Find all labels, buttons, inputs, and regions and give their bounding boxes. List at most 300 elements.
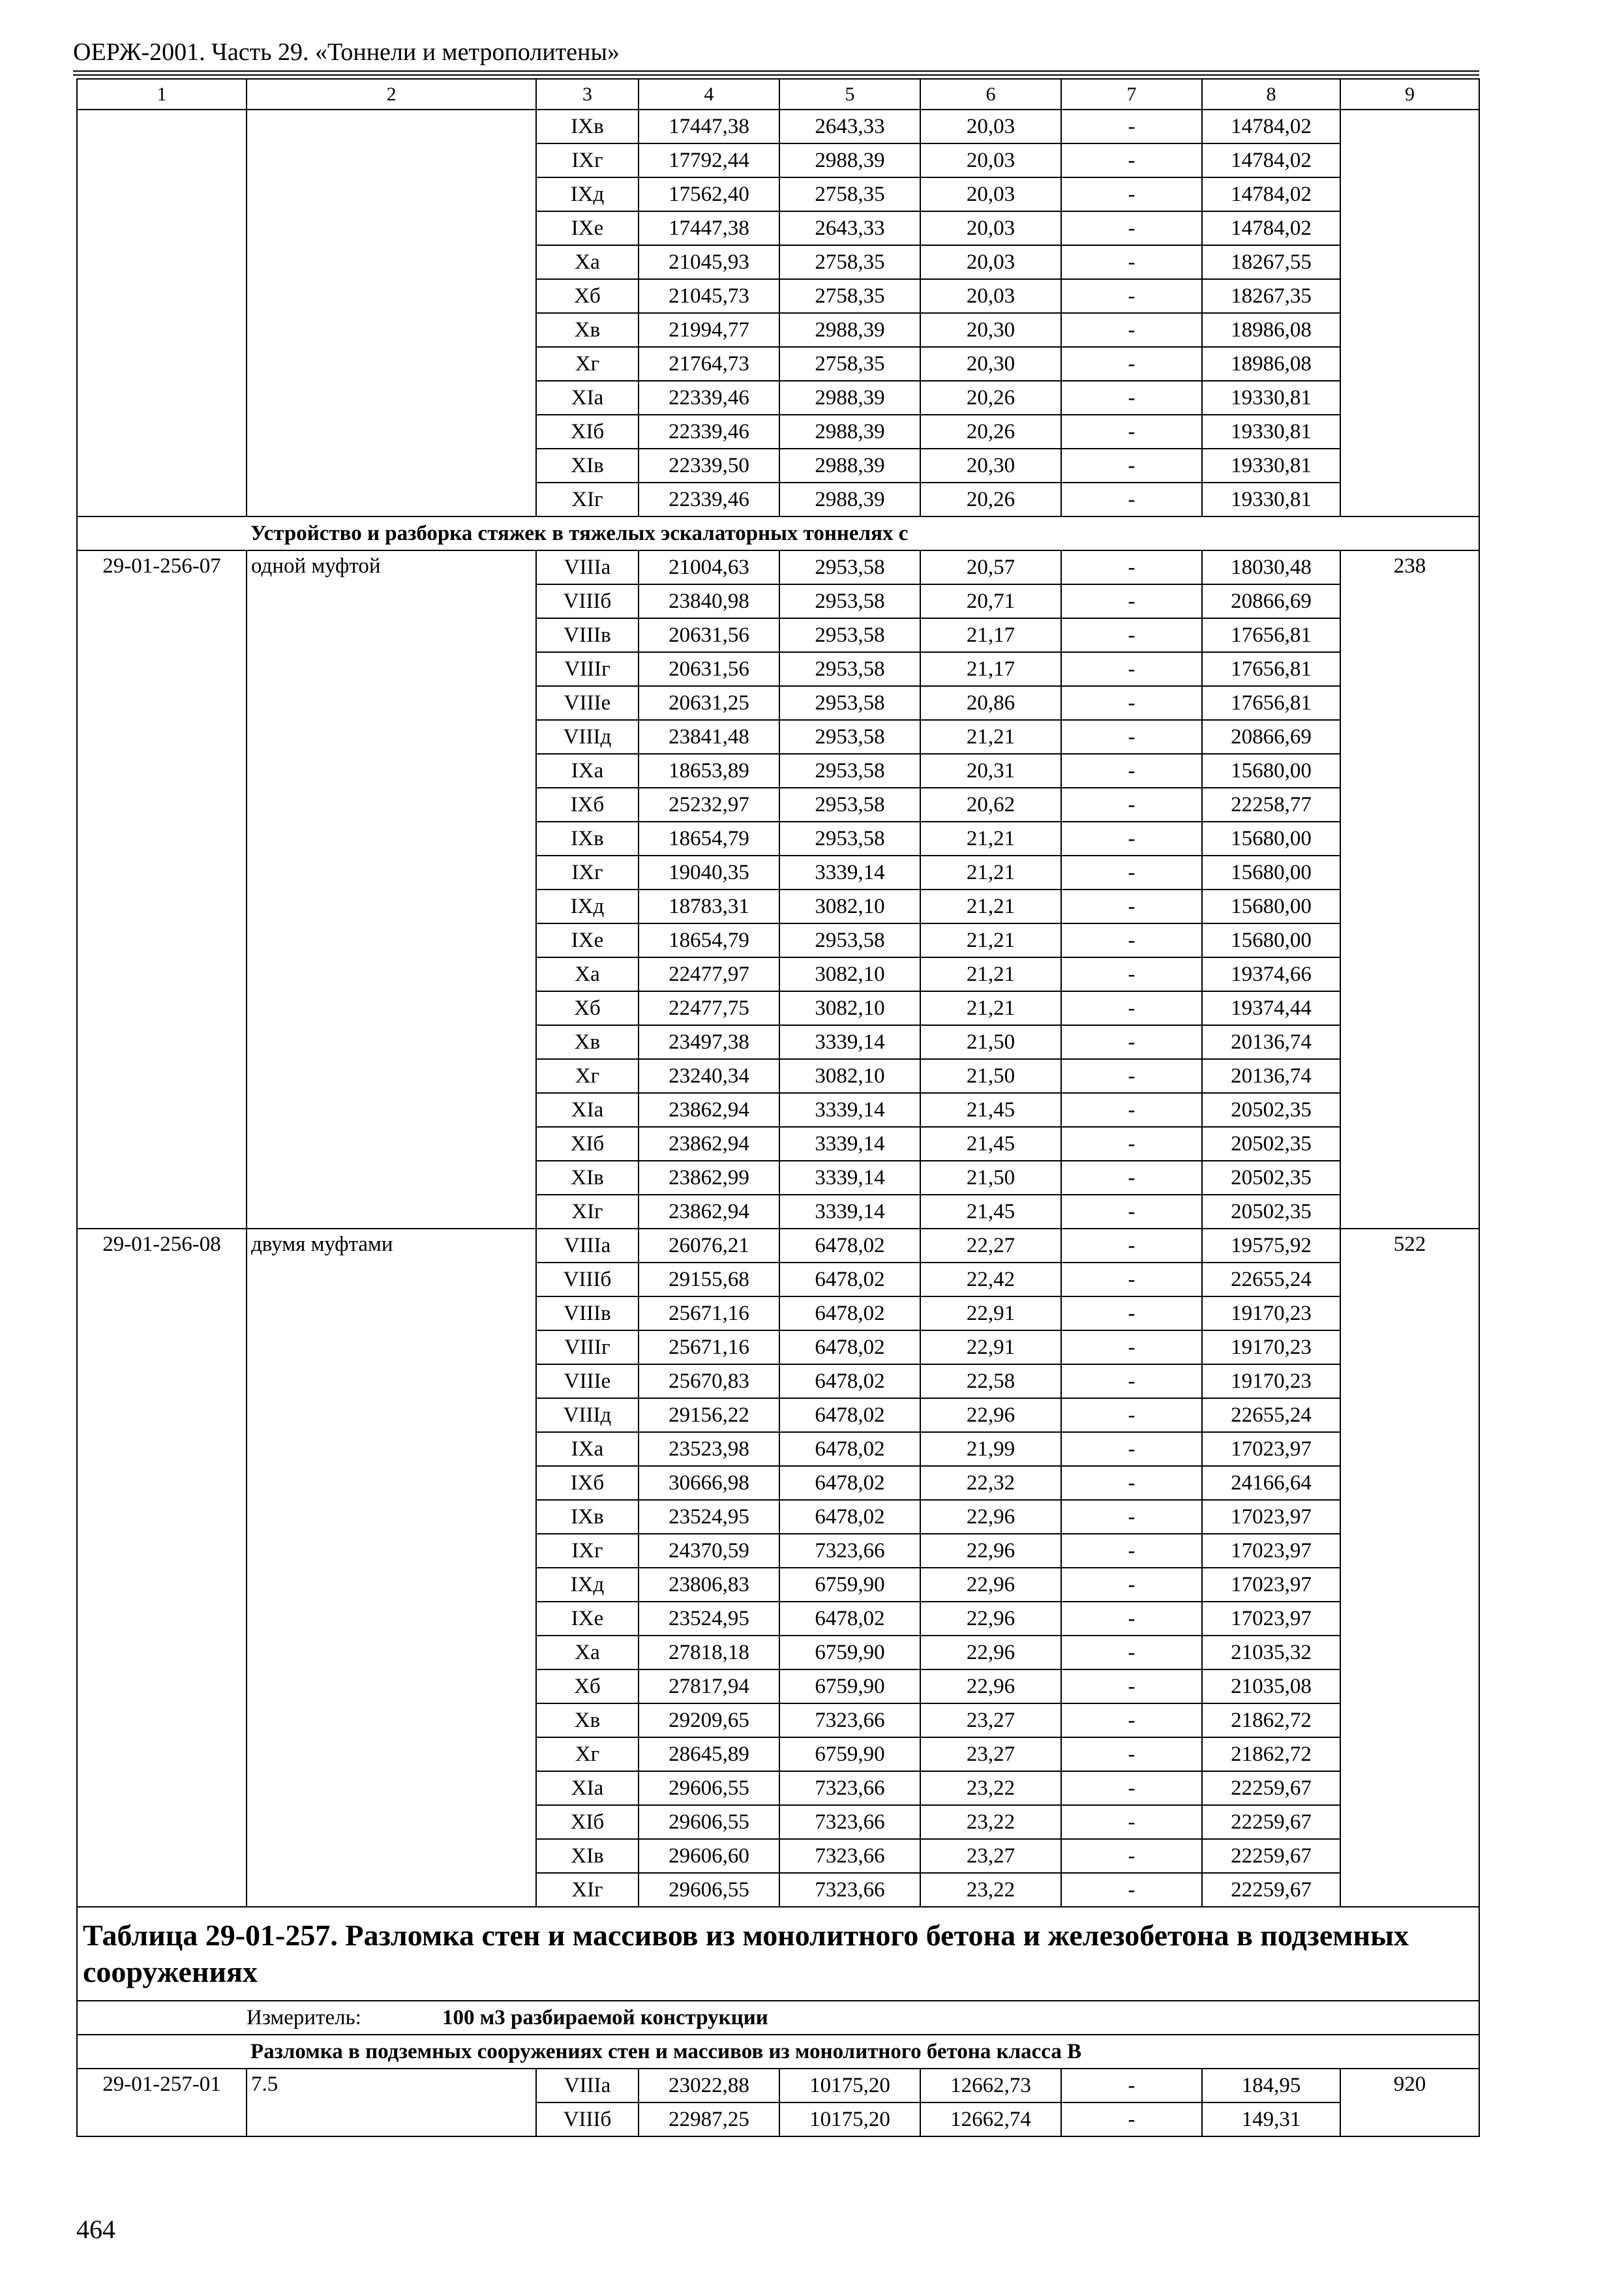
value-cell: 15680,00 (1202, 923, 1340, 957)
value-cell: - (1061, 347, 1202, 381)
value-cell: 6478,02 (779, 1229, 920, 1263)
soil-group: IXг (536, 1534, 639, 1568)
soil-group: IXа (536, 754, 639, 788)
value-cell: - (1061, 483, 1202, 516)
value-cell: - (1061, 1296, 1202, 1330)
value-cell: - (1061, 1466, 1202, 1500)
soil-group: VIIIе (536, 686, 639, 720)
table-title: Таблица 29-01-257. Разломка стен и массивов из монолитного бетона и железобетона в подземных сооружениях (77, 1907, 1479, 2001)
value-cell: 21,21 (920, 856, 1061, 890)
value-cell: 7323,66 (779, 1703, 920, 1737)
column-number: 9 (1340, 79, 1479, 110)
value-cell: 7323,66 (779, 1805, 920, 1839)
value-cell: - (1061, 550, 1202, 584)
section-row (77, 2035, 1479, 2069)
value-cell: 19330,81 (1202, 415, 1340, 449)
soil-group: IXе (536, 211, 639, 245)
value-cell: 23523,98 (639, 1432, 779, 1466)
work-name (247, 110, 536, 516)
column-number: 4 (639, 79, 779, 110)
value-cell: 2953,58 (779, 788, 920, 822)
value-cell: 21,17 (920, 652, 1061, 686)
value-cell: 19170,23 (1202, 1296, 1340, 1330)
soil-group: VIIIд (536, 1398, 639, 1432)
value-cell: 10175,20 (779, 2102, 920, 2136)
header-rule-secondary (73, 74, 1479, 76)
value-cell: 3339,14 (779, 1195, 920, 1229)
value-cell: - (1061, 1161, 1202, 1195)
value-cell: 6478,02 (779, 1263, 920, 1296)
work-name: двумя муфтами (247, 1229, 536, 1907)
value-cell: 17792,44 (639, 143, 779, 177)
value-cell: 6478,02 (779, 1364, 920, 1398)
value-cell: 20,30 (920, 313, 1061, 347)
value-cell: 10175,20 (779, 2069, 920, 2102)
value-cell: 21045,93 (639, 245, 779, 279)
value-cell: - (1061, 890, 1202, 923)
value-cell: 23,27 (920, 1839, 1061, 1873)
value-cell: 19330,81 (1202, 449, 1340, 483)
value-cell: 2988,39 (779, 381, 920, 415)
soil-group: VIIIб (536, 584, 639, 618)
value-cell: 29155,68 (639, 1263, 779, 1296)
soil-group: VIIIб (536, 2102, 639, 2136)
soil-group: XIа (536, 1093, 639, 1127)
value-cell: 7323,66 (779, 1771, 920, 1805)
value-cell: - (1061, 1737, 1202, 1771)
rate-col9: 522 (1340, 1229, 1479, 1907)
value-cell: 29606,55 (639, 1805, 779, 1839)
value-cell: 17023,97 (1202, 1534, 1340, 1568)
header-rule (73, 70, 1479, 72)
value-cell: 20,03 (920, 110, 1061, 143)
table-title-row (77, 1907, 1479, 2001)
value-cell: 3082,10 (779, 957, 920, 991)
value-cell: 20,26 (920, 483, 1061, 516)
value-cell: - (1061, 143, 1202, 177)
value-cell: 2953,58 (779, 923, 920, 957)
value-cell: 2953,58 (779, 550, 920, 584)
value-cell: 17656,81 (1202, 686, 1340, 720)
value-cell: 22,96 (920, 1568, 1061, 1602)
value-cell: - (1061, 2069, 1202, 2102)
soil-group: XIб (536, 1127, 639, 1161)
page-number: 464 (76, 2215, 115, 2244)
value-cell: 20,57 (920, 550, 1061, 584)
value-cell: 22339,50 (639, 449, 779, 483)
value-cell: 21,17 (920, 618, 1061, 652)
value-cell: 22655,24 (1202, 1263, 1340, 1296)
value-cell: 20502,35 (1202, 1161, 1340, 1195)
value-cell: - (1061, 856, 1202, 890)
value-cell: - (1061, 720, 1202, 754)
value-cell: 20502,35 (1202, 1093, 1340, 1127)
value-cell: 29606,55 (639, 1771, 779, 1805)
soil-group: XIг (536, 483, 639, 516)
value-cell: 30666,98 (639, 1466, 779, 1500)
column-number: 2 (247, 79, 536, 110)
value-cell: 22,27 (920, 1229, 1061, 1263)
value-cell: 20,26 (920, 381, 1061, 415)
value-cell: 21764,73 (639, 347, 779, 381)
value-cell: 23862,94 (639, 1093, 779, 1127)
value-cell: 14784,02 (1202, 177, 1340, 211)
value-cell: 17023,97 (1202, 1602, 1340, 1636)
soil-group: VIIIв (536, 618, 639, 652)
soil-group: XIб (536, 415, 639, 449)
soil-group: VIIIв (536, 1296, 639, 1330)
value-cell: 17656,81 (1202, 652, 1340, 686)
soil-group: IXд (536, 1568, 639, 1602)
value-cell: 2953,58 (779, 686, 920, 720)
value-cell: 18653,89 (639, 754, 779, 788)
value-cell: - (1061, 584, 1202, 618)
value-cell: 21,50 (920, 1161, 1061, 1195)
value-cell: 20502,35 (1202, 1127, 1340, 1161)
value-cell: - (1061, 415, 1202, 449)
value-cell: 20,30 (920, 449, 1061, 483)
soil-group: IXб (536, 1466, 639, 1500)
soil-group: Xа (536, 245, 639, 279)
soil-group: IXд (536, 890, 639, 923)
value-cell: 18654,79 (639, 923, 779, 957)
column-number: 1 (77, 79, 247, 110)
value-cell: 29156,22 (639, 1398, 779, 1432)
value-cell: 12662,74 (920, 2102, 1061, 2136)
value-cell: 23841,48 (639, 720, 779, 754)
value-cell: 21045,73 (639, 279, 779, 313)
value-cell: 2953,58 (779, 754, 920, 788)
value-cell: 23840,98 (639, 584, 779, 618)
value-cell: 22477,75 (639, 991, 779, 1025)
value-cell: 18267,55 (1202, 245, 1340, 279)
value-cell: 21035,32 (1202, 1636, 1340, 1669)
value-cell: - (1061, 1093, 1202, 1127)
running-header: ОЕРЖ-2001. Часть 29. «Тоннели и метрополитены» (73, 38, 620, 66)
value-cell: 23862,94 (639, 1127, 779, 1161)
value-cell: 24166,64 (1202, 1466, 1340, 1500)
value-cell: 21,21 (920, 822, 1061, 856)
value-cell: - (1061, 1839, 1202, 1873)
column-number: 7 (1061, 79, 1202, 110)
value-cell: 18986,08 (1202, 347, 1340, 381)
value-cell: 20,31 (920, 754, 1061, 788)
soil-group: VIIIд (536, 720, 639, 754)
value-cell: 17023,97 (1202, 1432, 1340, 1466)
value-cell: 21,21 (920, 991, 1061, 1025)
value-cell: 23862,94 (639, 1195, 779, 1229)
value-cell: 18030,48 (1202, 550, 1340, 584)
value-cell: 20502,35 (1202, 1195, 1340, 1229)
value-cell: 2953,58 (779, 652, 920, 686)
soil-group: Xв (536, 313, 639, 347)
value-cell: 2988,39 (779, 143, 920, 177)
soil-group: XIг (536, 1873, 639, 1907)
value-cell: - (1061, 957, 1202, 991)
value-cell: 29606,55 (639, 1873, 779, 1907)
rate-col9 (1340, 110, 1479, 516)
value-cell: 22,91 (920, 1296, 1061, 1330)
value-cell: 17562,40 (639, 177, 779, 211)
value-cell: 2953,58 (779, 584, 920, 618)
value-cell: 3339,14 (779, 856, 920, 890)
value-cell: 20631,56 (639, 652, 779, 686)
value-cell: 23,27 (920, 1737, 1061, 1771)
value-cell: 20,03 (920, 279, 1061, 313)
value-cell: 21035,08 (1202, 1669, 1340, 1703)
value-cell: - (1061, 381, 1202, 415)
value-cell: - (1061, 211, 1202, 245)
value-cell: 20136,74 (1202, 1059, 1340, 1093)
section-spacer (77, 2035, 247, 2069)
value-cell: 21,45 (920, 1093, 1061, 1127)
soil-group: Xв (536, 1025, 639, 1059)
value-cell: 20631,56 (639, 618, 779, 652)
value-cell: 21,45 (920, 1195, 1061, 1229)
value-cell: 27818,18 (639, 1636, 779, 1669)
value-cell: - (1061, 2102, 1202, 2136)
value-cell: 22477,97 (639, 957, 779, 991)
value-cell: 7323,66 (779, 1534, 920, 1568)
value-cell: 3339,14 (779, 1127, 920, 1161)
value-cell: 2988,39 (779, 449, 920, 483)
value-cell: 20,03 (920, 143, 1061, 177)
value-cell: 22339,46 (639, 381, 779, 415)
value-cell: 22655,24 (1202, 1398, 1340, 1432)
rate-code: 29-01-257-01 (77, 2069, 247, 2136)
value-cell: - (1061, 1127, 1202, 1161)
value-cell: 21,50 (920, 1025, 1061, 1059)
value-cell: 3339,14 (779, 1025, 920, 1059)
value-cell: 6478,02 (779, 1466, 920, 1500)
value-cell: - (1061, 822, 1202, 856)
value-cell: 2953,58 (779, 822, 920, 856)
soil-group: Xг (536, 347, 639, 381)
table-row (77, 110, 1479, 143)
value-cell: - (1061, 1330, 1202, 1364)
value-cell: - (1061, 991, 1202, 1025)
value-cell: 3339,14 (779, 1161, 920, 1195)
value-cell: 21,50 (920, 1059, 1061, 1093)
value-cell: 23524,95 (639, 1602, 779, 1636)
value-cell: 17447,38 (639, 211, 779, 245)
value-cell: 23862,99 (639, 1161, 779, 1195)
column-number-row (77, 79, 1479, 110)
value-cell: 29606,60 (639, 1839, 779, 1873)
soil-group: Xв (536, 1703, 639, 1737)
value-cell: 25232,97 (639, 788, 779, 822)
rate-code (77, 110, 247, 516)
value-cell: 21862,72 (1202, 1737, 1340, 1771)
value-cell: 20866,69 (1202, 584, 1340, 618)
rate-col9: 920 (1340, 2069, 1479, 2136)
value-cell: 2643,33 (779, 110, 920, 143)
soil-group: VIIIг (536, 652, 639, 686)
soil-group: XIа (536, 1771, 639, 1805)
value-cell: 22259,67 (1202, 1771, 1340, 1805)
column-number: 3 (536, 79, 639, 110)
soil-group: IXд (536, 177, 639, 211)
soil-group: XIа (536, 381, 639, 415)
work-name: 7.5 (247, 2069, 536, 2136)
value-cell: 20,30 (920, 347, 1061, 381)
section-heading: Разломка в подземных сооружениях стен и массивов из монолитного бетона класса В (247, 2035, 1479, 2069)
value-cell: 17447,38 (639, 110, 779, 143)
value-cell: - (1061, 618, 1202, 652)
value-cell: - (1061, 1500, 1202, 1534)
value-cell: 2758,35 (779, 347, 920, 381)
value-cell: 22,96 (920, 1602, 1061, 1636)
value-cell: - (1061, 110, 1202, 143)
work-name: одной муфтой (247, 550, 536, 1229)
value-cell: 2953,58 (779, 618, 920, 652)
value-cell: 25671,16 (639, 1330, 779, 1364)
soil-group: XIг (536, 1195, 639, 1229)
value-cell: 21862,72 (1202, 1703, 1340, 1737)
soil-group: VIIIб (536, 1263, 639, 1296)
value-cell: 20,62 (920, 788, 1061, 822)
value-cell: - (1061, 313, 1202, 347)
value-cell: 6478,02 (779, 1432, 920, 1466)
value-cell: 22,96 (920, 1398, 1061, 1432)
value-cell: 17656,81 (1202, 618, 1340, 652)
value-cell: 20,03 (920, 245, 1061, 279)
value-cell: 21,99 (920, 1432, 1061, 1466)
value-cell: - (1061, 686, 1202, 720)
value-cell: - (1061, 1805, 1202, 1839)
soil-group: Xа (536, 1636, 639, 1669)
value-cell: 22,42 (920, 1263, 1061, 1296)
rate-code: 29-01-256-08 (77, 1229, 247, 1907)
value-cell: 2758,35 (779, 279, 920, 313)
value-cell: 25671,16 (639, 1296, 779, 1330)
unit-label: Измеритель: (247, 2006, 361, 2029)
value-cell: 29209,65 (639, 1703, 779, 1737)
value-cell: - (1061, 1568, 1202, 1602)
value-cell: 6478,02 (779, 1330, 920, 1364)
value-cell: 22,58 (920, 1364, 1061, 1398)
value-cell: - (1061, 449, 1202, 483)
value-cell: 28645,89 (639, 1737, 779, 1771)
value-cell: 7323,66 (779, 1839, 920, 1873)
value-cell: 21,21 (920, 923, 1061, 957)
value-cell: 17023,97 (1202, 1500, 1340, 1534)
rates-table (76, 78, 1480, 2137)
value-cell: - (1061, 1432, 1202, 1466)
table-row (77, 2069, 1479, 2102)
value-cell: 22,96 (920, 1636, 1061, 1669)
value-cell: 20,03 (920, 211, 1061, 245)
soil-group: IXа (536, 1432, 639, 1466)
rate-code: 29-01-256-07 (77, 550, 247, 1229)
value-cell: 18986,08 (1202, 313, 1340, 347)
value-cell: 18267,35 (1202, 279, 1340, 313)
value-cell: 184,95 (1202, 2069, 1340, 2102)
value-cell: 3082,10 (779, 890, 920, 923)
value-cell: 21,21 (920, 890, 1061, 923)
soil-group: VIIIа (536, 2069, 639, 2102)
soil-group: IXг (536, 143, 639, 177)
value-cell: 149,31 (1202, 2102, 1340, 2136)
value-cell: 6759,90 (779, 1669, 920, 1703)
soil-group: IXв (536, 822, 639, 856)
value-cell: 6478,02 (779, 1398, 920, 1432)
value-cell: 6478,02 (779, 1602, 920, 1636)
soil-group: IXб (536, 788, 639, 822)
value-cell: 23497,38 (639, 1025, 779, 1059)
value-cell: 18783,31 (639, 890, 779, 923)
value-cell: 23240,34 (639, 1059, 779, 1093)
section-spacer (77, 516, 247, 550)
value-cell: 23806,83 (639, 1568, 779, 1602)
value-cell: 6759,90 (779, 1737, 920, 1771)
soil-group: VIIIа (536, 1229, 639, 1263)
soil-group: XIв (536, 449, 639, 483)
value-cell: 23022,88 (639, 2069, 779, 2102)
value-cell: 15680,00 (1202, 890, 1340, 923)
soil-group: XIб (536, 1805, 639, 1839)
value-cell: - (1061, 1398, 1202, 1432)
value-cell: 6478,02 (779, 1296, 920, 1330)
value-cell: 23524,95 (639, 1500, 779, 1534)
soil-group: IXе (536, 1602, 639, 1636)
value-cell: 22,96 (920, 1534, 1061, 1568)
value-cell: - (1061, 1059, 1202, 1093)
value-cell: - (1061, 1873, 1202, 1907)
value-cell: 21004,63 (639, 550, 779, 584)
value-cell: 22,96 (920, 1669, 1061, 1703)
soil-group: VIIIе (536, 1364, 639, 1398)
value-cell: 3082,10 (779, 1059, 920, 1093)
value-cell: - (1061, 754, 1202, 788)
soil-group: IXв (536, 110, 639, 143)
value-cell: 20631,25 (639, 686, 779, 720)
soil-group: XIв (536, 1839, 639, 1873)
unit-cell (77, 2001, 1479, 2035)
value-cell: 6478,02 (779, 1500, 920, 1534)
value-cell: 20,71 (920, 584, 1061, 618)
value-cell: 14784,02 (1202, 110, 1340, 143)
value-cell: 24370,59 (639, 1534, 779, 1568)
value-cell: 22,32 (920, 1466, 1061, 1500)
rate-col9: 238 (1340, 550, 1479, 1229)
value-cell: - (1061, 1229, 1202, 1263)
value-cell: 22339,46 (639, 415, 779, 449)
value-cell: 2953,58 (779, 720, 920, 754)
value-cell: - (1061, 177, 1202, 211)
value-cell: - (1061, 1771, 1202, 1805)
soil-group: Xб (536, 279, 639, 313)
value-cell: 20,86 (920, 686, 1061, 720)
value-cell: 7323,66 (779, 1873, 920, 1907)
value-cell: 20,03 (920, 177, 1061, 211)
soil-group: IXе (536, 923, 639, 957)
value-cell: 15680,00 (1202, 822, 1340, 856)
soil-group: IXг (536, 856, 639, 890)
value-cell: 19374,66 (1202, 957, 1340, 991)
unit-row (77, 2001, 1479, 2035)
value-cell: 6759,90 (779, 1636, 920, 1669)
value-cell: 15680,00 (1202, 754, 1340, 788)
value-cell: - (1061, 279, 1202, 313)
value-cell: 19040,35 (639, 856, 779, 890)
section-heading: Устройство и разборка стяжек в тяжелых эскалаторных тоннелях с (247, 516, 1479, 550)
soil-group: Xб (536, 991, 639, 1025)
unit-value: 100 м3 разбираемой конструкции (442, 2006, 768, 2029)
value-cell: - (1061, 923, 1202, 957)
value-cell: - (1061, 1703, 1202, 1737)
soil-group: XIв (536, 1161, 639, 1195)
